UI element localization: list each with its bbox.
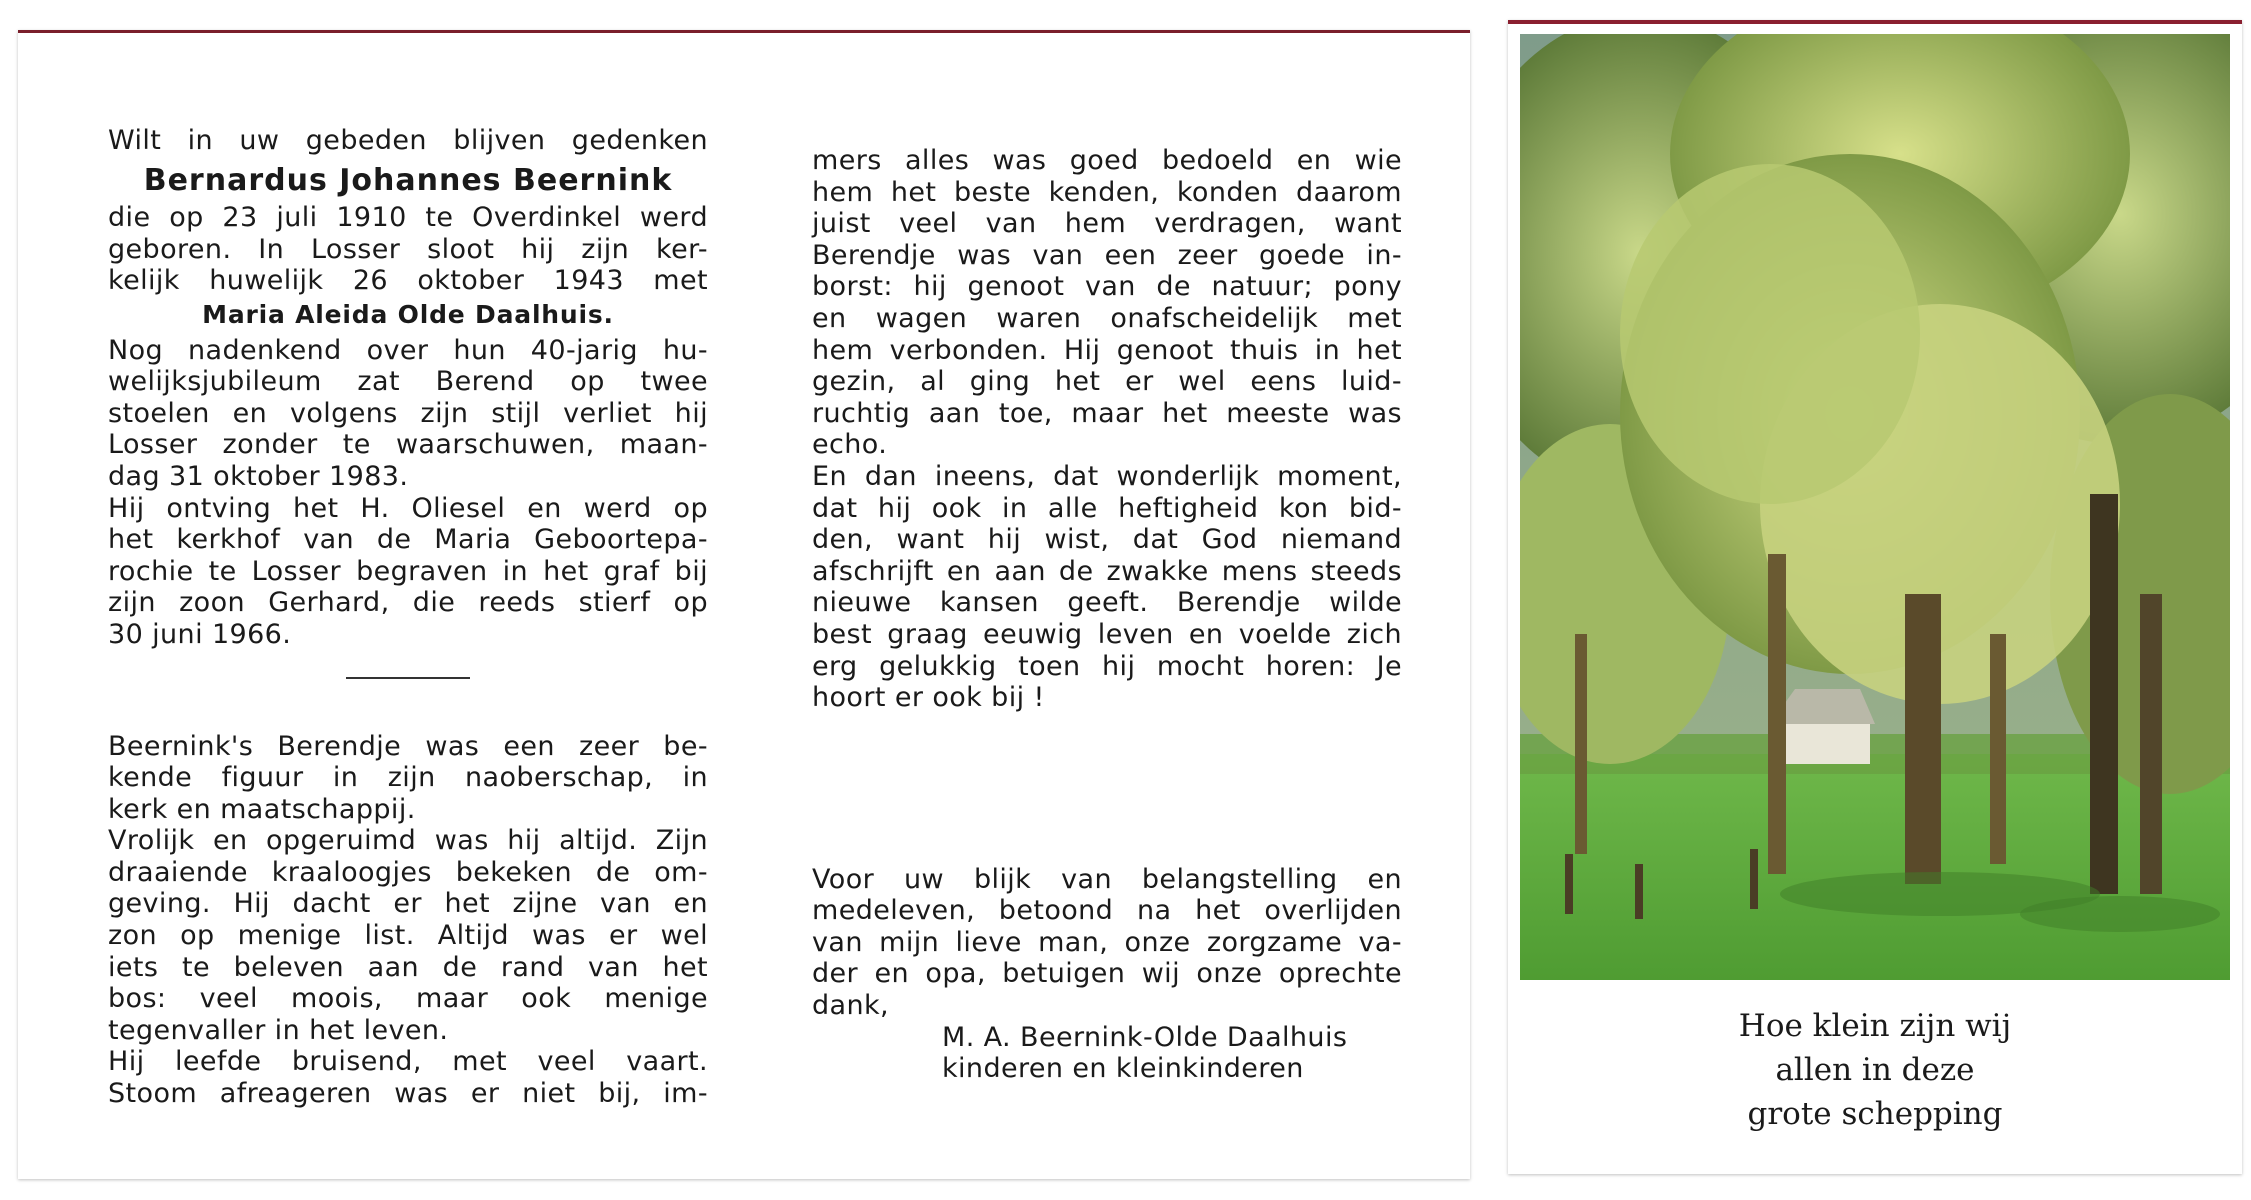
bio-line: 30 juni 1966. (108, 618, 292, 650)
story-line: hoort er ook bij ! (812, 682, 1045, 714)
story-line: echo. (812, 429, 888, 461)
signature-name: M. A. Beernink-Olde Daalhuis (942, 1021, 1348, 1053)
story-line: iets te beleven aan de rand van het (108, 951, 708, 983)
story-line: erg gelukkig toen hij mocht horen: Je (812, 650, 1402, 682)
card-caption (1520, 1004, 2230, 1136)
caption-line: allen in deze (1775, 1052, 1975, 1088)
story-line: ruchtig aan toe, maar het meeste was (812, 397, 1402, 429)
signature-block (942, 1022, 1402, 1085)
landscape-photo (1520, 34, 2230, 980)
section-divider (346, 677, 470, 679)
spacer (812, 714, 1402, 864)
bio-line: zijn zoon Gerhard, die reeds stierf op (108, 587, 708, 619)
thanks-line: der en opa, betuigen wij onze oprechte (812, 958, 1402, 990)
bio-line: welijksjubileum zat Berend op twee (108, 366, 708, 398)
story-line: Stoom afreageren was er niet bij, im- (108, 1078, 708, 1110)
right-text-column (812, 145, 1402, 1085)
memorial-card-left (18, 30, 1470, 1179)
story-line: nieuwe kansen geeft. Berendje wilde (812, 587, 1402, 619)
story-line: En dan ineens, dat wonderlijk moment, (812, 460, 1402, 492)
story-line: borst: hij genoot van de natuur; pony (812, 271, 1402, 303)
intro-line: Wilt in uw gebeden blijven gedenken (108, 125, 708, 156)
willow-meadow-illustration (1520, 34, 2230, 980)
caption-line: grote schepping (1747, 1096, 2003, 1132)
bio-line: Hij ontving het H. Oliesel en werd op (108, 492, 708, 524)
story-line: hem het beste kenden, konden daarom (812, 176, 1402, 208)
story-line: zon op menige list. Altijd was er wel (108, 920, 708, 952)
story-line: den, want hij wist, dat God niemand (812, 524, 1402, 556)
bio-line: kelijk huwelijk 26 oktober 1943 met (108, 265, 708, 297)
memorial-card-right (1508, 20, 2242, 1174)
story-line: dat hij ook in alle heftigheid kon bid- (812, 492, 1402, 524)
story-line: Hij leefde bruisend, met veel vaart. (108, 1046, 708, 1078)
thanks-line: van mijn lieve man, onze zorgzame va- (812, 926, 1402, 958)
story-line: Berendje was van een zeer goede in- (812, 239, 1402, 271)
story-line: afschrijft en aan de zwakke mens steeds (812, 555, 1402, 587)
story-line: Beernink's Berendje was een zeer be- (108, 730, 708, 762)
bio-line: die op 23 juli 1910 te Overdinkel werd (108, 202, 708, 234)
story-line: geving. Hij dacht er het zijne van en (108, 888, 708, 920)
bio-line: stoelen en volgens zijn stijl verliet hij (108, 397, 708, 429)
story-line: mers alles was goed bedoeld en wie (812, 145, 1402, 176)
bio-line: rochie te Losser begraven in het graf bij (108, 555, 708, 587)
story-line: hem verbonden. Hij genoot thuis in het (812, 334, 1402, 366)
story-line: best graag eeuwig leven en voelde zich (812, 618, 1402, 650)
thanks-line: dank, (812, 990, 890, 1022)
spouse-name: Maria Aleida Olde Daalhuis. (202, 299, 614, 329)
story-line: kende figuur in zijn naoberschap, in (108, 762, 708, 794)
deceased-name: Bernardus Johannes Beernink (143, 162, 673, 198)
story-line: tegenvaller in het leven. (108, 1014, 449, 1046)
story-line: draaiende kraaloogjes bekeken de om- (108, 856, 708, 888)
bio-line: het kerkhof van de Maria Geboortepa- (108, 524, 708, 556)
bio-line: Losser zonder te waarschuwen, maan- (108, 429, 708, 461)
story-line: gezin, al ging het er wel eens luid- (812, 366, 1402, 398)
signature-family: kinderen en kleinkinderen (942, 1053, 1304, 1085)
story-line: Vrolijk en opgeruimd was hij altijd. Zijn (108, 825, 708, 857)
story-line: juist veel van hem verdragen, want (812, 208, 1402, 240)
bio-line: geboren. In Losser sloot hij zijn ker- (108, 233, 708, 265)
bio-line: dag 31 oktober 1983. (108, 460, 409, 492)
story-line: bos: veel moois, maar ook menige (108, 983, 708, 1015)
bio-line: Nog nadenkend over hun 40-jarig hu- (108, 334, 708, 366)
story-line: kerk en maatschappij. (108, 793, 416, 825)
story-line: en wagen waren onafscheidelijk met (812, 302, 1402, 334)
caption-line: Hoe klein zijn wij (1738, 1008, 2012, 1044)
thanks-line: Voor uw blijk van belangstelling en (812, 863, 1402, 895)
left-text-column (108, 125, 708, 1110)
thanks-line: medeleven, betoond na het overlijden (812, 895, 1402, 927)
